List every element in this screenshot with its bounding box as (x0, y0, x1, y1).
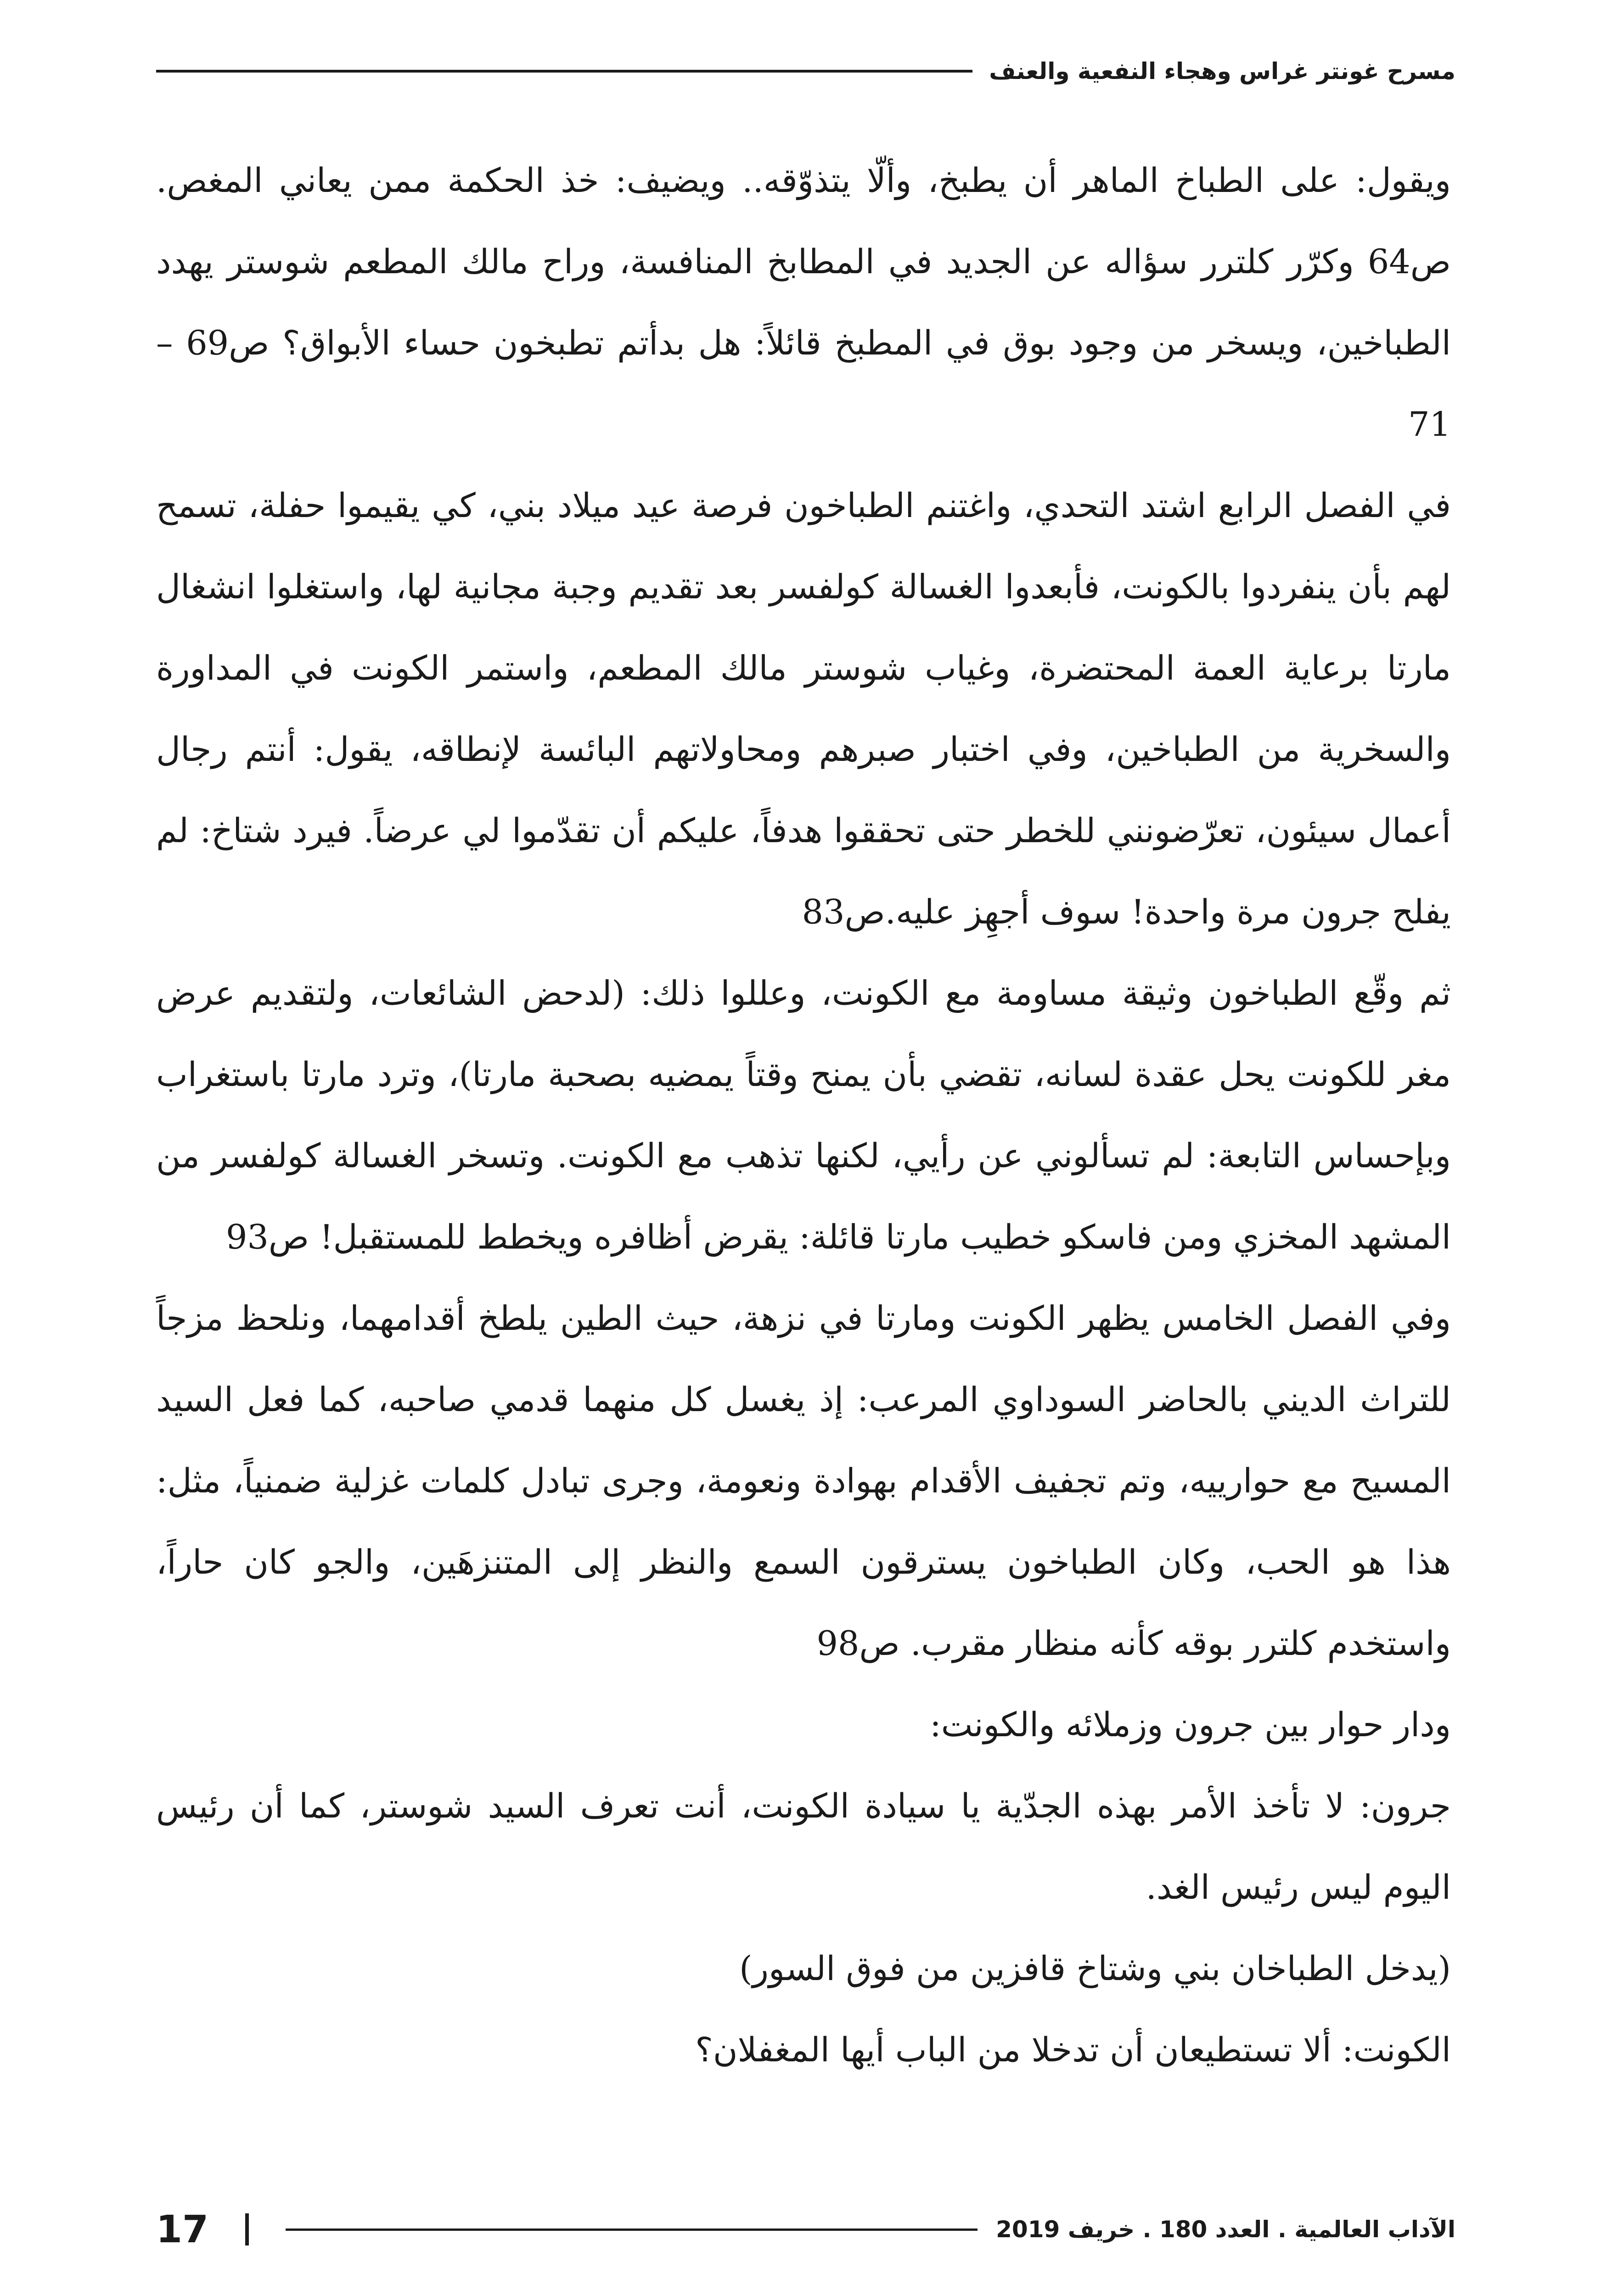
header-rule (156, 70, 972, 73)
paragraph: (يدخل الطباخان بني وشتاخ قافزين من فوق السور) (739, 1949, 1451, 1988)
paragraph: الكونت: ألا تستطيعان أن تدخلا من الباب أيها المغفلان؟ (695, 2031, 1451, 2070)
page-footer (156, 2204, 1455, 2255)
page-number: 17 (156, 2207, 209, 2251)
paragraph: جرون: لا تأخذ الأمر بهذه الجدّية يا سيادة الكونت، أنت تعرف السيد شوستر، كما أن رئيس اليوم ليس رئيس الغد. (156, 1787, 1451, 1907)
footer-rule (286, 2228, 978, 2231)
paragraph: وفي الفصل الخامس يظهر الكونت ومارتا في نزهة، حيث الطين يلطخ أقدامهما، ونلحظ مزجاً للتراث الديني بالحاضر السوداوي المرعب: إذ يغسل كل منهما قدمي صاحبه، كما فعل السيد المسيح مع حوارييه، وتم تجفيف الأقدام بهوادة ونعومة، وجرى تبادل كلمات غزلية ضمنياً، مثل: هذا هو الحب، وكان الطباخون يسترقون السمع والنظر إلى المتنزهَين، والجو كان حاراً، واستخدم كلترر بوقه كأنه منظار مقرب. ص98 (156, 1299, 1451, 1663)
footer-separator (245, 2213, 249, 2245)
paragraph: ويقول: على الطباخ الماهر أن يطبخ، وألّا يتذوّقه.. ويضيف: خذ الحكمة ممن يعاني المغص. ص64 وكرّر كلترر سؤاله عن الجديد في المطابخ المنافسة، وراح مالك المطعم شوستر يهدد الطباخين، ويسخر من وجود بوق في المطبخ قائلاً: هل بدأتم تطبخون حساء الأبواق؟ ص69 – 71 (156, 161, 1451, 444)
body-text (156, 140, 1451, 2091)
journal-citation: الآداب العالمية . العدد 180 . خريف 2019 (996, 2216, 1455, 2243)
running-header-title: مسرح غونتر غراس وهجاء النفعية والعنف (989, 58, 1455, 84)
paragraph: ودار حوار بين جرون وزملائه والكونت: (930, 1705, 1451, 1745)
running-header (156, 46, 1455, 96)
paragraph: ثم وقّع الطباخون وثيقة مساومة مع الكونت، وعللوا ذلك: (لدحض الشائعات، ولتقديم عرض مغر للكونت يحل عقدة لسانه، تقضي بأن يمنح وقتاً يمضيه بصحبة مارتا)، وترد مارتا باستغراب وبإحساس التابعة: لم تسألوني عن رأيي، لكنها تذهب مع الكونت. وتسخر الغسالة كولفسر من المشهد المخزي ومن فاسكو خطيب مارتا قائلة: يقرض أظافره ويخطط للمستقبل! ص93 (156, 974, 1451, 1257)
paragraph: في الفصل الرابع اشتد التحدي، واغتنم الطباخون فرصة عيد ميلاد بني، كي يقيموا حفلة، تسمح لهم بأن ينفردوا بالكونت، فأبعدوا الغسالة كولفسر بعد تقديم وجبة مجانية لها، واستغلوا انشغال مارتا برعاية العمة المحتضرة، وغياب شوستر مالك المطعم، واستمر الكونت في المداورة والسخرية من الطباخين، وفي اختبار صبرهم ومحاولاتهم البائسة لإنطاقه، يقول: أنتم رجال أعمال سيئون، تعرّضونني للخطر حتى تحققوا هدفاً، عليكم أن تقدّموا لي عرضاً. فيرد شتاخ: لم يفلح جرون مرة واحدة! سوف أجهِز عليه.ص83 (156, 486, 1451, 932)
